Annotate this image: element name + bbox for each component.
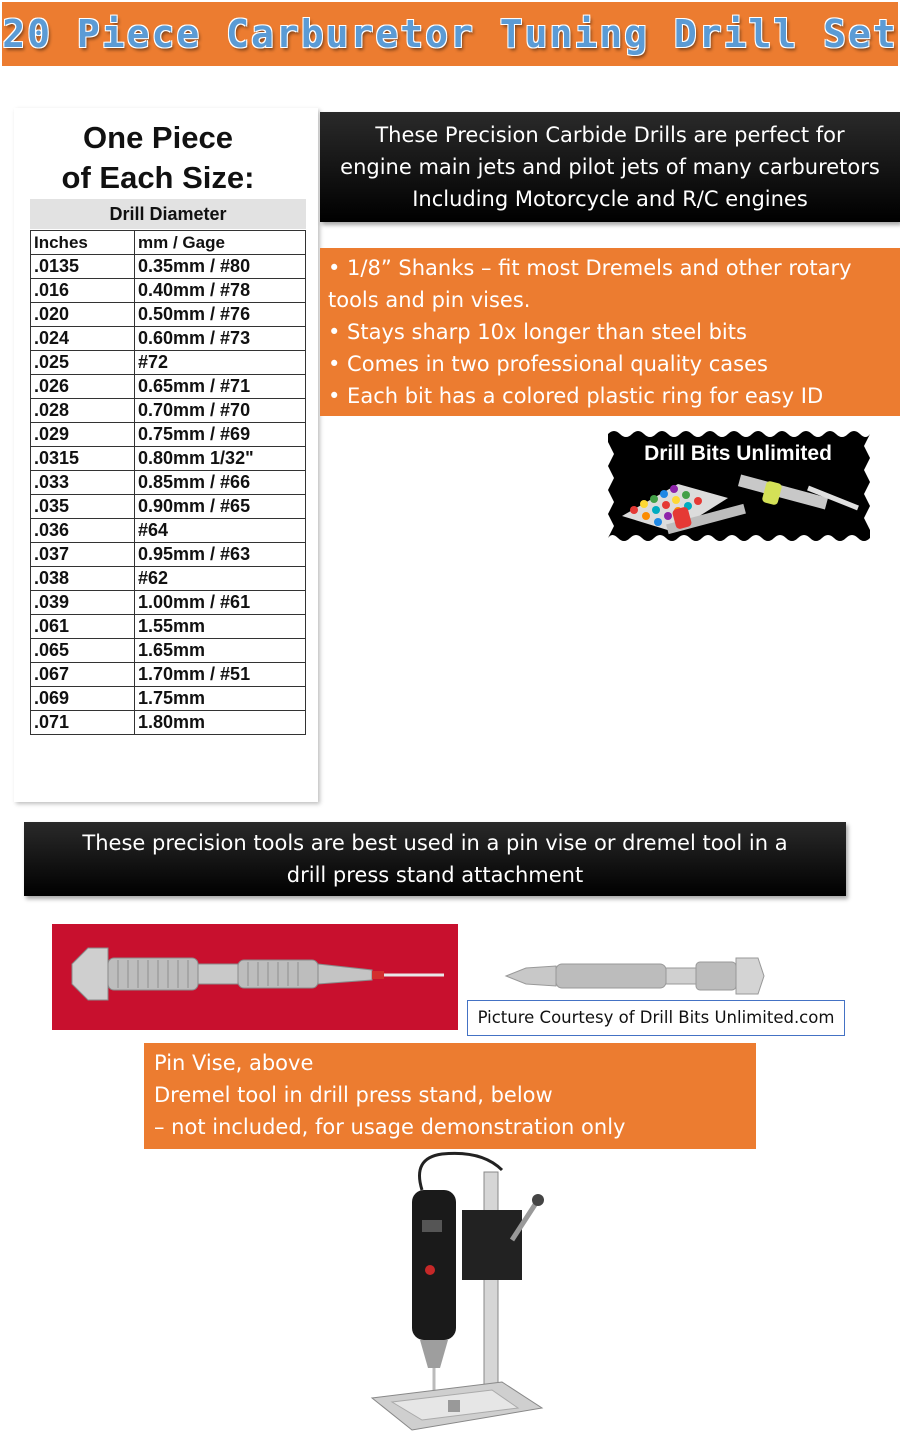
table-row [31, 519, 306, 543]
mm-gage-cell: 0.95mm / #63 [135, 543, 306, 567]
mm-gage-cell: 1.75mm [135, 687, 306, 711]
mm-gage-cell: 0.40mm / #78 [135, 279, 306, 303]
usage-line: These precision tools are best used in a pin vise or dremel tool in a [82, 831, 788, 855]
table-row [31, 303, 306, 327]
table-row [31, 399, 306, 423]
inches-cell: .065 [31, 639, 135, 663]
inches-cell: .028 [31, 399, 135, 423]
inches-cell: .033 [31, 471, 135, 495]
inches-cell: .020 [31, 303, 135, 327]
table-row [31, 471, 306, 495]
inches-cell: .061 [31, 615, 135, 639]
caption-line: Pin Vise, above [154, 1051, 314, 1075]
inches-cell: .0315 [31, 447, 135, 471]
mm-gage-cell: 1.65mm [135, 639, 306, 663]
inches-cell: .036 [31, 519, 135, 543]
inches-cell: .016 [31, 279, 135, 303]
table-header-row [31, 231, 306, 255]
table-row [31, 663, 306, 687]
mm-gage-cell: 1.70mm / #51 [135, 663, 306, 687]
table-row [31, 423, 306, 447]
page-title: 20 Piece Carburetor Tuning Drill Set [2, 12, 898, 56]
info-box [320, 112, 900, 222]
mm-gage-cell: 0.35mm / #80 [135, 255, 306, 279]
table-row [31, 495, 306, 519]
info-line: These Precision Carbide Drills are perfect for [375, 123, 845, 147]
picture-courtesy-caption: Picture Courtesy of Drill Bits Unlimited.com [467, 1000, 845, 1036]
inches-cell: .038 [31, 567, 135, 591]
drill-size-panel [14, 108, 318, 802]
info-line: Including Motorcycle and R/C engines [412, 187, 808, 211]
drill-bits-unlimited-logo [608, 428, 870, 544]
inches-cell: .029 [31, 423, 135, 447]
mm-gage-cell: 0.50mm / #76 [135, 303, 306, 327]
inches-cell: .0135 [31, 255, 135, 279]
inches-cell: .039 [31, 591, 135, 615]
table-row [31, 351, 306, 375]
table-row [31, 447, 306, 471]
inches-cell: .025 [31, 351, 135, 375]
mm-gage-cell: 0.70mm / #70 [135, 399, 306, 423]
caption-line: – not included, for usage demonstration only [154, 1115, 626, 1139]
drill-table-body [31, 255, 306, 735]
feature-line: • Stays sharp 10x longer than steel bits [328, 320, 747, 344]
size-heading-line: One Piece [83, 120, 233, 155]
feature-line: • 1/8” Shanks – fit most Dremels and other rotary [328, 256, 852, 280]
feature-line: • Each bit has a colored plastic ring for easy ID [328, 384, 824, 408]
feature-line: tools and pin vises. [328, 288, 531, 312]
table-row [31, 687, 306, 711]
drill-diameter-header: Drill Diameter [30, 199, 306, 229]
table-row [31, 567, 306, 591]
feature-line: • Comes in two professional quality cases [328, 352, 768, 376]
mm-gage-cell: 0.90mm / #65 [135, 495, 306, 519]
usage-banner [24, 822, 846, 896]
size-heading-line: of Each Size: [61, 160, 255, 195]
features-box [320, 248, 900, 416]
mm-gage-cell: 0.85mm / #66 [135, 471, 306, 495]
table-row [31, 639, 306, 663]
table-row [31, 327, 306, 351]
inches-cell: .035 [31, 495, 135, 519]
mm-gage-cell: #72 [135, 351, 306, 375]
mm-gage-cell: #62 [135, 567, 306, 591]
mm-gage-cell: 0.60mm / #73 [135, 327, 306, 351]
mm-gage-cell: #64 [135, 519, 306, 543]
inches-cell: .026 [31, 375, 135, 399]
column-header-inches: Inches [31, 231, 135, 255]
table-row [31, 255, 306, 279]
drill-press-photo [352, 1150, 552, 1438]
info-line: engine main jets and pilot jets of many carburetors [340, 155, 880, 179]
table-row [31, 543, 306, 567]
mm-gage-cell: 1.55mm [135, 615, 306, 639]
mm-gage-cell: 0.65mm / #71 [135, 375, 306, 399]
caption-line: Dremel tool in drill press stand, below [154, 1083, 553, 1107]
pin-vise-photo [52, 924, 458, 1030]
usage-line: drill press stand attachment [286, 863, 584, 887]
size-heading [14, 118, 302, 198]
table-row [31, 615, 306, 639]
table-row [31, 279, 306, 303]
table-row [31, 711, 306, 735]
logo-text: Drill Bits Unlimited [644, 442, 832, 465]
table-row [31, 375, 306, 399]
mm-gage-cell: 0.80mm 1/32" [135, 447, 306, 471]
table-row [31, 591, 306, 615]
inches-cell: .071 [31, 711, 135, 735]
inches-cell: .037 [31, 543, 135, 567]
column-header-mm-gage: mm / Gage [135, 231, 306, 255]
inches-cell: .069 [31, 687, 135, 711]
usage-caption-box [144, 1043, 756, 1149]
drill-size-table [30, 230, 306, 735]
mm-gage-cell: 1.80mm [135, 711, 306, 735]
pin-vise-silver-photo [496, 946, 768, 1006]
title-banner [2, 2, 898, 66]
mm-gage-cell: 1.00mm / #61 [135, 591, 306, 615]
inches-cell: .024 [31, 327, 135, 351]
mm-gage-cell: 0.75mm / #69 [135, 423, 306, 447]
inches-cell: .067 [31, 663, 135, 687]
